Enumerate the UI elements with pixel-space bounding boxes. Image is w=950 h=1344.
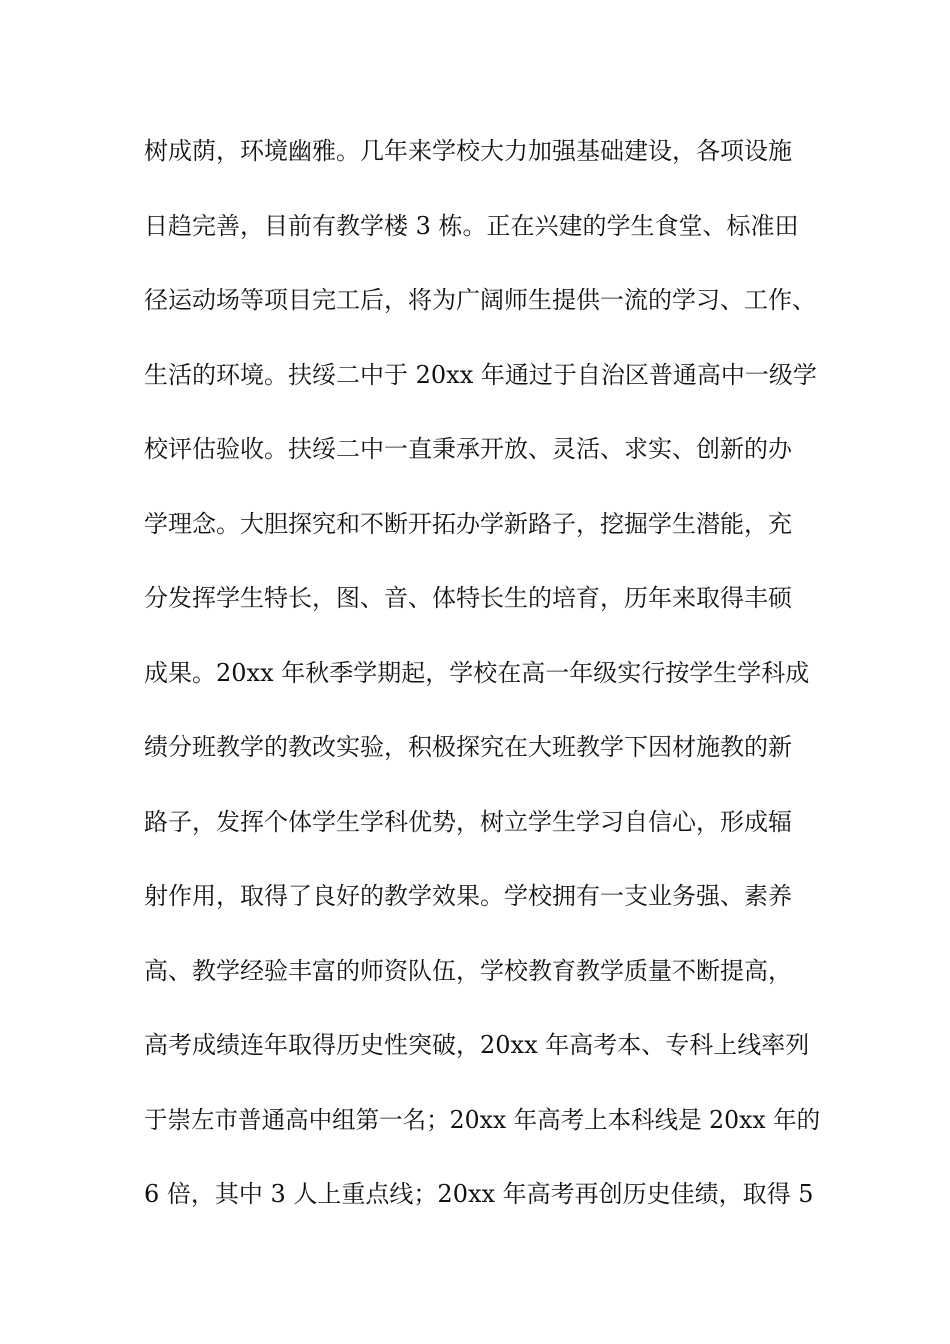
- text-line: 生活的环境。扶绥二中于 20xx 年通过于自治区普通高中一级学: [144, 361, 817, 389]
- text-line: 射作用，取得了良好的教学效果。学校拥有一支业务强、素养: [144, 882, 792, 910]
- text-line: 高考成绩连年取得历史性突破，20xx 年高考本、专科上线率列: [144, 1031, 810, 1059]
- text-line: 径运动场等项目完工后，将为广阔师生提供一流的学习、工作、: [144, 286, 816, 314]
- text-line: 于崇左市普通高中组第一名；20xx 年高考上本科线是 20xx 年的: [144, 1106, 821, 1134]
- text-line: 日趋完善，目前有教学楼 3 栋。正在兴建的学生食堂、标准田: [144, 212, 799, 240]
- text-line: 树成荫，环境幽雅。几年来学校大力加强基础建设，各项设施: [144, 137, 792, 165]
- text-line: 学理念。大胆探究和不断开拓办学新路子，挖掘学生潜能，充: [144, 510, 792, 538]
- text-line: 分发挥学生特长，图、音、体特长生的培育，历年来取得丰硕: [144, 584, 792, 612]
- text-line: 路子，发挥个体学生学科优势，树立学生学习自信心，形成辐: [144, 808, 792, 836]
- text-line: 成果。20xx 年秋季学期起，学校在高一年级实行按学生学科成: [144, 659, 810, 687]
- text-line: 校评估验收。扶绥二中一直秉承开放、灵活、求实、创新的办: [144, 435, 792, 463]
- text-line: 高、教学经验丰富的师资队伍，学校教育教学质量不断提高，: [144, 957, 792, 985]
- text-line: 绩分班教学的教改实验，积极探究在大班教学下因材施教的新: [144, 733, 792, 761]
- text-line: 6 倍，其中 3 人上重点线；20xx 年高考再创历史佳绩，取得 5: [144, 1180, 814, 1208]
